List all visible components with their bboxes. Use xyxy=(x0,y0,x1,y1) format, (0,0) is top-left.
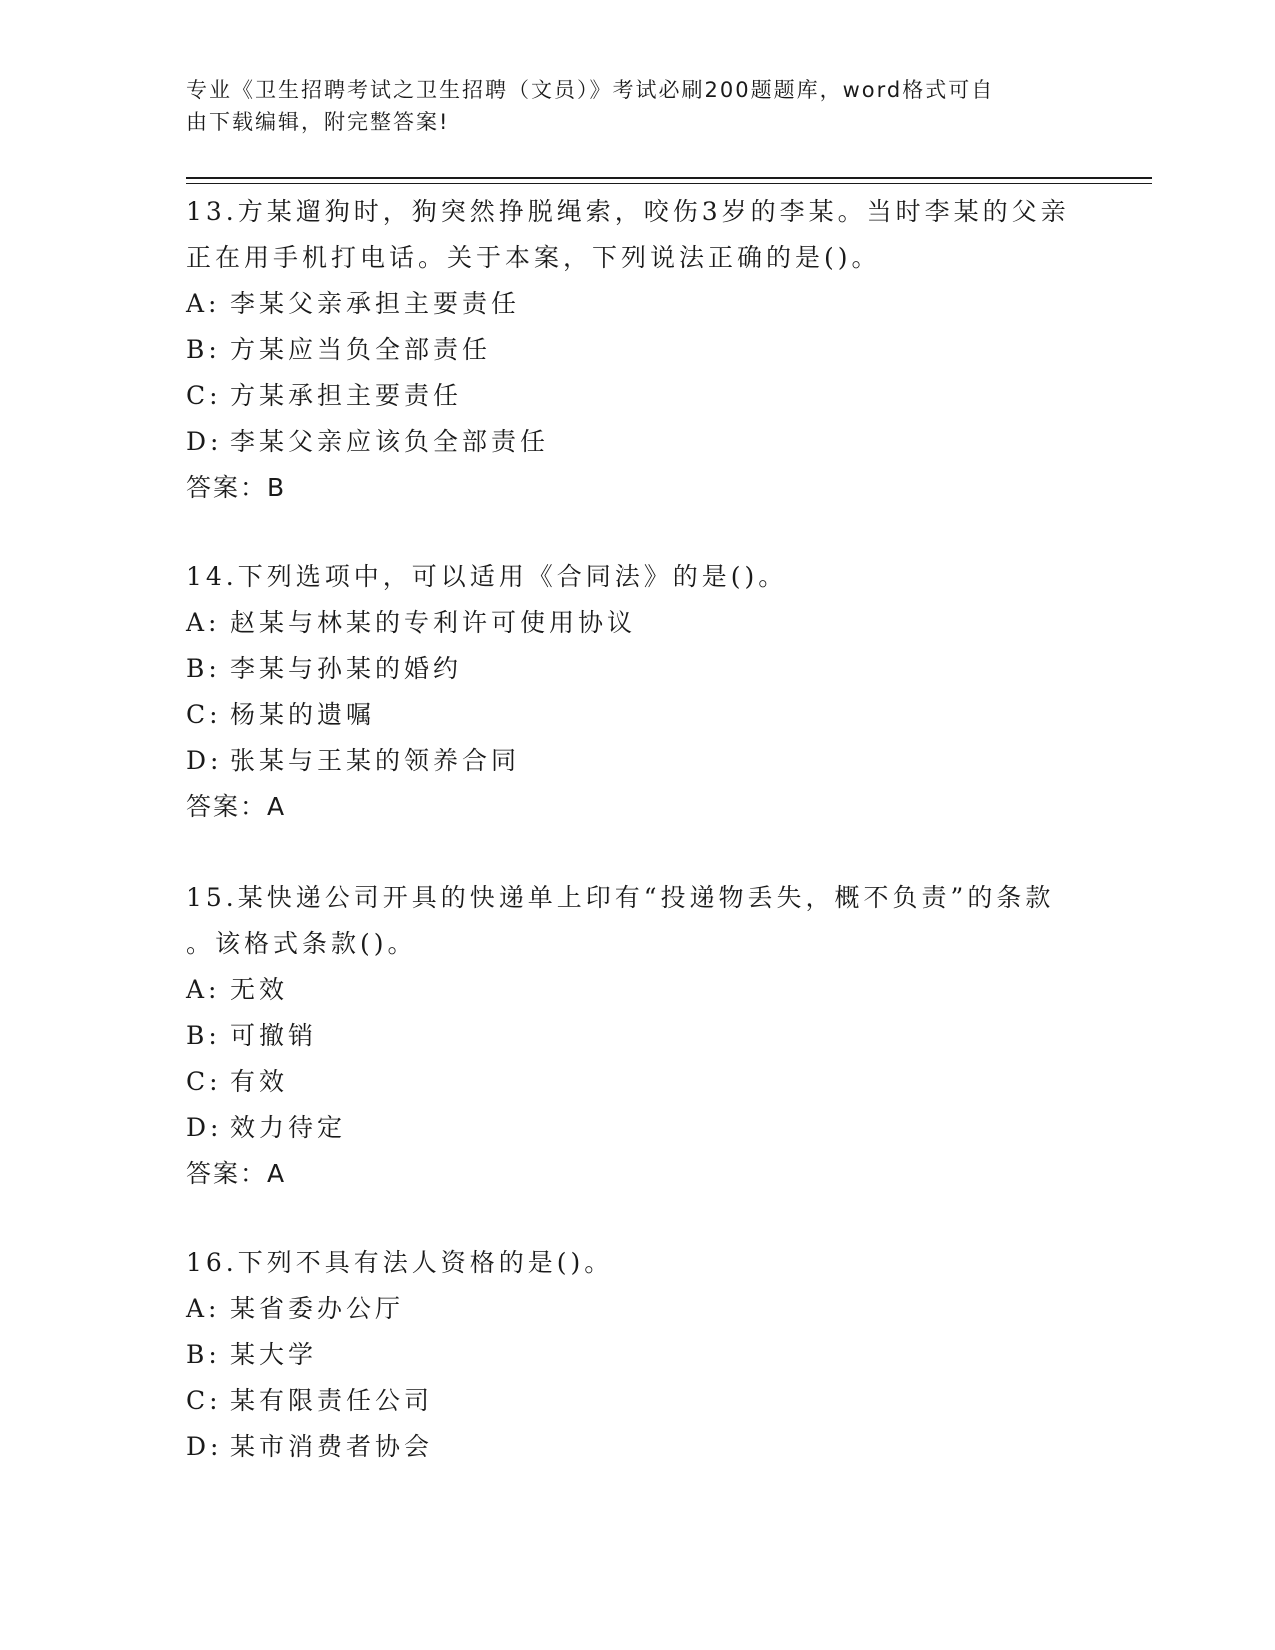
option-letter: A: xyxy=(186,289,221,318)
document-header xyxy=(186,74,1086,138)
option-c xyxy=(186,373,1086,419)
option-b xyxy=(186,646,1086,692)
option-letter: C: xyxy=(186,700,222,729)
option-c xyxy=(186,1059,1086,1105)
option-text: 张某与王某的领养合同 xyxy=(230,746,521,775)
question-stem xyxy=(186,554,1086,600)
option-text: 某有限责任公司 xyxy=(230,1386,434,1415)
option-letter: A: xyxy=(186,975,221,1004)
option-d xyxy=(186,1105,1086,1151)
option-letter: B: xyxy=(186,1340,221,1369)
option-c xyxy=(186,692,1086,738)
option-d xyxy=(186,738,1086,784)
header-line-2: 由下载编辑，附完整答案! xyxy=(186,110,450,134)
question-stem xyxy=(186,1240,1086,1286)
question-stem-line-1: 13.方某遛狗时，狗突然挣脱绳索，咬伤3岁的李某。当时李某的父亲 xyxy=(186,197,1070,226)
question-stem-line-2: 正在用手机打电话。关于本案，下列说法正确的是()。 xyxy=(186,243,881,272)
option-text: 杨某的遗嘱 xyxy=(230,700,376,729)
option-letter: A: xyxy=(186,1294,221,1323)
option-letter: B: xyxy=(186,654,221,683)
option-text: 方某应当负全部责任 xyxy=(230,335,492,364)
option-text: 某大学 xyxy=(230,1340,318,1369)
option-letter: C: xyxy=(186,381,222,410)
header-divider-thick xyxy=(186,177,1152,179)
question-stem-line-1: 14.下列选项中，可以适用《合同法》的是()。 xyxy=(186,562,788,591)
option-a xyxy=(186,1286,1086,1332)
header-divider-thin xyxy=(186,183,1152,184)
option-d xyxy=(186,1424,1086,1470)
option-letter: B: xyxy=(186,1021,221,1050)
option-letter: C: xyxy=(186,1386,222,1415)
header-line-1: 专业《卫生招聘考试之卫生招聘（文员）》考试必刷200题题库，word格式可自 xyxy=(186,78,995,102)
option-b xyxy=(186,1332,1086,1378)
question-15 xyxy=(186,875,1086,1197)
option-b xyxy=(186,1013,1086,1059)
option-letter: A: xyxy=(186,608,221,637)
option-text: 可撤销 xyxy=(230,1021,318,1050)
option-d xyxy=(186,419,1086,465)
option-text: 无效 xyxy=(230,975,289,1004)
option-text: 某市消费者协会 xyxy=(230,1432,434,1461)
option-a xyxy=(186,967,1086,1013)
option-c xyxy=(186,1378,1086,1424)
option-letter: D: xyxy=(186,427,223,456)
option-letter: D: xyxy=(186,746,223,775)
option-b xyxy=(186,327,1086,373)
answer-line: 答案：B xyxy=(186,473,287,502)
question-stem-line-2: 。该格式条款()。 xyxy=(186,929,417,958)
option-text: 李某父亲承担主要责任 xyxy=(230,289,521,318)
option-letter: B: xyxy=(186,335,221,364)
option-text: 效力待定 xyxy=(230,1113,347,1142)
option-text: 赵某与林某的专利许可使用协议 xyxy=(230,608,637,637)
option-letter: D: xyxy=(186,1432,223,1461)
option-a xyxy=(186,600,1086,646)
question-stem xyxy=(186,875,1086,967)
question-14 xyxy=(186,554,1086,830)
option-text: 某省委办公厅 xyxy=(230,1294,405,1323)
option-a xyxy=(186,281,1086,327)
option-text: 方某承担主要责任 xyxy=(230,381,463,410)
question-16 xyxy=(186,1240,1086,1470)
question-stem xyxy=(186,189,1086,281)
answer-line: 答案：A xyxy=(186,1159,287,1188)
option-letter: D: xyxy=(186,1113,223,1142)
question-stem-line-1: 15.某快递公司开具的快递单上印有“投递物丢失，概不负责”的条款 xyxy=(186,883,1055,912)
option-text: 李某父亲应该负全部责任 xyxy=(230,427,550,456)
question-stem-line-1: 16.下列不具有法人资格的是()。 xyxy=(186,1248,614,1277)
answer-line: 答案：A xyxy=(186,792,287,821)
option-letter: C: xyxy=(186,1067,222,1096)
option-text: 有效 xyxy=(230,1067,289,1096)
option-text: 李某与孙某的婚约 xyxy=(230,654,463,683)
question-13 xyxy=(186,189,1086,511)
